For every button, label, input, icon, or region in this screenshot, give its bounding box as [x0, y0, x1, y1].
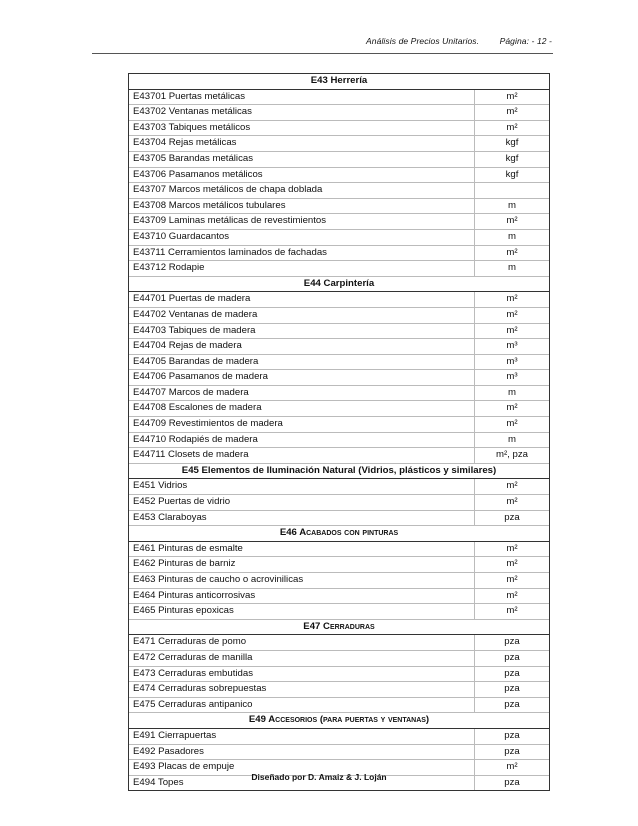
item-description: E474 Cerraduras sobrepuestas	[133, 683, 267, 695]
item-unit: m	[474, 386, 549, 401]
item-unit: pza	[474, 776, 549, 791]
item-description: E463 Pinturas de caucho o acrovinilicas	[133, 574, 304, 585]
item-unit: m²	[474, 604, 549, 619]
section-header	[129, 526, 549, 542]
page-footer: Diseñado por D. Amaiz & J. Loján	[251, 772, 387, 782]
table-row	[129, 589, 549, 605]
item-unit: m²	[474, 589, 549, 604]
item-unit: m	[474, 261, 549, 276]
table-row	[129, 698, 549, 714]
table-row	[129, 183, 549, 199]
table-row	[129, 339, 549, 355]
item-description: E44707 Marcos de madera	[133, 386, 249, 398]
item-description: E43706 Pasamanos metálicos	[133, 168, 263, 180]
table-row	[129, 667, 549, 683]
table-row	[129, 682, 549, 698]
item-description: E493 Placas de empuje	[133, 761, 235, 773]
item-description: E43704 Rejas metálicas	[133, 137, 237, 149]
table-row	[129, 401, 549, 417]
page-header	[0, 36, 552, 46]
table-row	[129, 230, 549, 246]
item-description: E43711 Cerramientos laminados de fachadas	[133, 246, 327, 258]
section-title: E46 Acabados con pinturas	[279, 527, 399, 539]
item-unit: m²	[474, 121, 549, 136]
table-row	[129, 557, 549, 573]
item-unit: pza	[474, 635, 549, 650]
table-row	[129, 729, 549, 745]
table-row	[129, 573, 549, 589]
item-description: E472 Cerraduras de manilla	[133, 651, 253, 663]
table-row	[129, 136, 549, 152]
table-row	[129, 433, 549, 449]
item-unit: m²	[474, 417, 549, 432]
item-description: E492 Pasadores	[133, 745, 204, 757]
table-row	[129, 651, 549, 667]
item-unit: m²	[474, 246, 549, 261]
table-row	[129, 635, 549, 651]
item-unit: m³	[474, 370, 549, 385]
table-row	[129, 292, 549, 308]
units-table	[128, 73, 550, 791]
item-unit: m³	[474, 355, 549, 370]
table-row	[129, 324, 549, 340]
item-description: E43712 Rodapie	[133, 262, 205, 274]
table-row	[129, 246, 549, 262]
table-row	[129, 105, 549, 121]
item-unit: kgf	[474, 168, 549, 183]
item-description: E491 Cierrapuertas	[133, 729, 217, 741]
item-description: E461 Pinturas de esmalte	[133, 542, 243, 554]
item-unit: m²	[474, 573, 549, 588]
item-unit: m²	[474, 308, 549, 323]
item-description: E44704 Rejas de madera	[133, 340, 242, 352]
section-title: E43 Herrería	[310, 75, 368, 86]
table-row	[129, 479, 549, 495]
header-rule	[92, 53, 553, 54]
item-description: E452 Puertas de vidrio	[133, 496, 231, 508]
table-row	[129, 495, 549, 511]
item-unit: m²	[474, 214, 549, 229]
item-unit: pza	[474, 667, 549, 682]
item-unit: pza	[474, 682, 549, 697]
item-description: E43703 Tabiques metálicos	[133, 121, 251, 133]
item-description: E464 Pinturas anticorrosivas	[133, 589, 256, 601]
item-description: E43710 Guardacantos	[133, 230, 230, 242]
item-unit: m²	[474, 401, 549, 416]
item-description: E43709 Laminas metálicas de revestimientos	[133, 215, 327, 227]
table-row	[129, 604, 549, 620]
item-unit: pza	[474, 745, 549, 760]
item-description: E44706 Pasamanos de madera	[133, 371, 268, 383]
table-row	[129, 745, 549, 761]
section-header	[129, 620, 549, 636]
table-row	[129, 214, 549, 230]
item-description: E465 Pinturas epoxicas	[133, 605, 234, 617]
item-unit: m	[474, 199, 549, 214]
item-unit: m²	[474, 542, 549, 557]
item-unit: pza	[474, 698, 549, 713]
item-unit: m²	[474, 495, 549, 510]
item-description: E462 Pinturas de barniz	[133, 558, 236, 570]
table-row	[129, 121, 549, 137]
table-row	[129, 542, 549, 558]
item-unit: m²	[474, 105, 549, 120]
item-description: E44705 Barandas de madera	[133, 355, 259, 367]
table-row	[129, 308, 549, 324]
table-row	[129, 386, 549, 402]
section-title: E49 Accesorios (para puertas y ventanas)	[248, 714, 430, 726]
section-header	[129, 74, 549, 90]
section-header	[129, 713, 549, 729]
section-header	[129, 277, 549, 293]
table-row	[129, 448, 549, 464]
section-header	[129, 464, 549, 480]
item-unit: m²	[474, 324, 549, 339]
table-row	[129, 417, 549, 433]
item-unit: m²	[474, 90, 549, 105]
item-unit: m	[474, 230, 549, 245]
item-unit	[474, 183, 549, 198]
item-description: E43708 Marcos metálicos tubulares	[133, 199, 286, 211]
item-description: E43702 Ventanas metálicas	[133, 106, 252, 118]
document-title: Análisis de Precios Unitarios.	[366, 36, 480, 46]
page-number: Página: - 12 -	[499, 36, 552, 46]
item-description: E43705 Barandas metálicas	[133, 152, 253, 164]
item-unit: kgf	[474, 152, 549, 167]
table-row	[129, 199, 549, 215]
item-description: E44708 Escalones de madera	[133, 402, 262, 414]
item-unit: m²	[474, 557, 549, 572]
item-unit: m³	[474, 339, 549, 354]
section-title: E47 Cerraduras	[303, 620, 375, 632]
item-unit: pza	[474, 511, 549, 526]
item-description: E471 Cerraduras de pomo	[133, 636, 247, 648]
table-row	[129, 355, 549, 371]
item-unit: pza	[474, 729, 549, 744]
item-description: E44709 Revestimientos de madera	[133, 418, 283, 430]
item-description: E44701 Puertas de madera	[133, 293, 251, 305]
item-description: E44702 Ventanas de madera	[133, 308, 258, 320]
item-description: E475 Cerraduras antipanico	[133, 698, 253, 710]
item-description: E453 Claraboyas	[133, 511, 207, 523]
section-title: E45 Elementos de Iluminación Natural (Vidrios, plásticos y similares)	[181, 464, 497, 476]
table-row	[129, 261, 549, 277]
item-description: E44710 Rodapiés de madera	[133, 433, 258, 445]
item-unit: m²	[474, 292, 549, 307]
item-unit: m²	[474, 479, 549, 494]
table-row	[129, 168, 549, 184]
table-row	[129, 370, 549, 386]
item-unit: kgf	[474, 136, 549, 151]
item-description: E43707 Marcos metálicos de chapa doblada	[133, 184, 323, 196]
item-description: E494 Topes	[133, 776, 184, 788]
table-row	[129, 511, 549, 527]
table-row	[129, 152, 549, 168]
item-description: E451 Vidrios	[133, 480, 188, 492]
item-unit: m	[474, 433, 549, 448]
item-unit: m²	[474, 760, 549, 775]
item-unit: m², pza	[474, 448, 549, 463]
table-row	[129, 90, 549, 106]
item-description: E44703 Tabiques de madera	[133, 324, 256, 336]
section-title: E44 Carpintería	[303, 277, 375, 289]
item-unit: pza	[474, 651, 549, 666]
item-description: E44711 Closets de madera	[133, 449, 249, 461]
item-description: E473 Cerraduras embutidas	[133, 667, 253, 679]
item-description: E43701 Puertas metálicas	[133, 90, 245, 102]
